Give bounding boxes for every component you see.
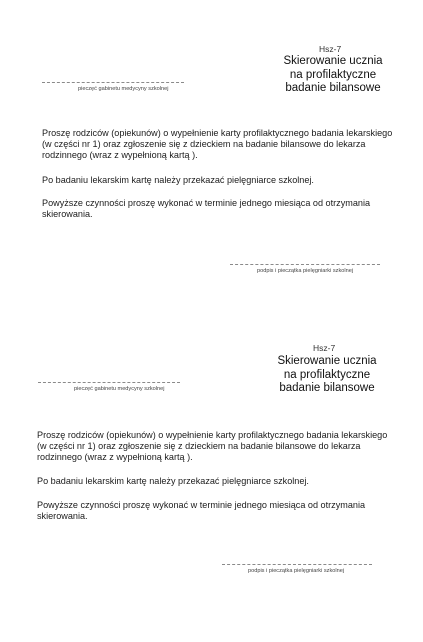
referral-form-top: [0, 0, 423, 300]
instruction-paragraph-1: Proszę rodziców (opiekunów) o wypełnienie karty profilaktycznego badania lekarskiego (w części nr 1) oraz zgłoszenie się z dzieckiem na badanie bilansowe do lekarza rodzinnego (wraz z wypełnioną kartą ).: [42, 128, 393, 161]
title-line-2: na profilaktyczne: [283, 368, 371, 381]
form-title: [262, 355, 392, 396]
signature-caption: podpis i pieczątka pielęgniarki szkolnej: [248, 568, 345, 574]
signature-caption: podpis i pieczątka pielęgniarki szkolnej: [257, 268, 354, 274]
stamp-dotted-line: [38, 382, 180, 383]
stamp-dotted-line: [42, 82, 184, 83]
form-code: Hsz-7: [319, 44, 342, 54]
instruction-paragraph-3: Powyższe czynności proszę wykonać w terminie jednego miesiąca od otrzymania skierowania.: [37, 500, 366, 522]
signature-dotted-line: [230, 264, 380, 265]
form-title: [268, 55, 398, 96]
title-line-3: badanie bilansowe: [285, 82, 381, 94]
form-code: Hsz-7: [313, 343, 336, 353]
title-line-3: badanie bilansowe: [279, 382, 375, 394]
instruction-paragraph-1: Proszę rodziców (opiekunów) o wypełnienie karty profilaktycznego badania lekarskiego (w części nr 1) oraz zgłoszenie się z dzieckiem na badanie bilansowe do lekarza rodzinnego (wraz z wypełnioną kartą ).: [37, 430, 388, 463]
title-line-1: Skierowanie ucznia: [283, 55, 383, 67]
stamp-caption: pieczęć gabinetu medycyny szkolnej: [78, 86, 169, 92]
signature-dotted-line: [222, 564, 372, 565]
referral-form-bottom: [0, 342, 423, 642]
instruction-paragraph-2: Po badaniu lekarskim kartę należy przekazać pielęgniarce szkolnej.: [37, 476, 309, 486]
instruction-paragraph-2: Po badaniu lekarskim kartę należy przekazać pielęgniarce szkolnej.: [42, 175, 314, 185]
stamp-caption: pieczęć gabinetu medycyny szkolnej: [74, 386, 165, 392]
instruction-paragraph-3: Powyższe czynności proszę wykonać w terminie jednego miesiąca od otrzymania skierowania.: [42, 198, 371, 220]
title-line-2: na profilaktyczne: [289, 68, 377, 81]
title-line-1: Skierowanie ucznia: [277, 355, 377, 367]
